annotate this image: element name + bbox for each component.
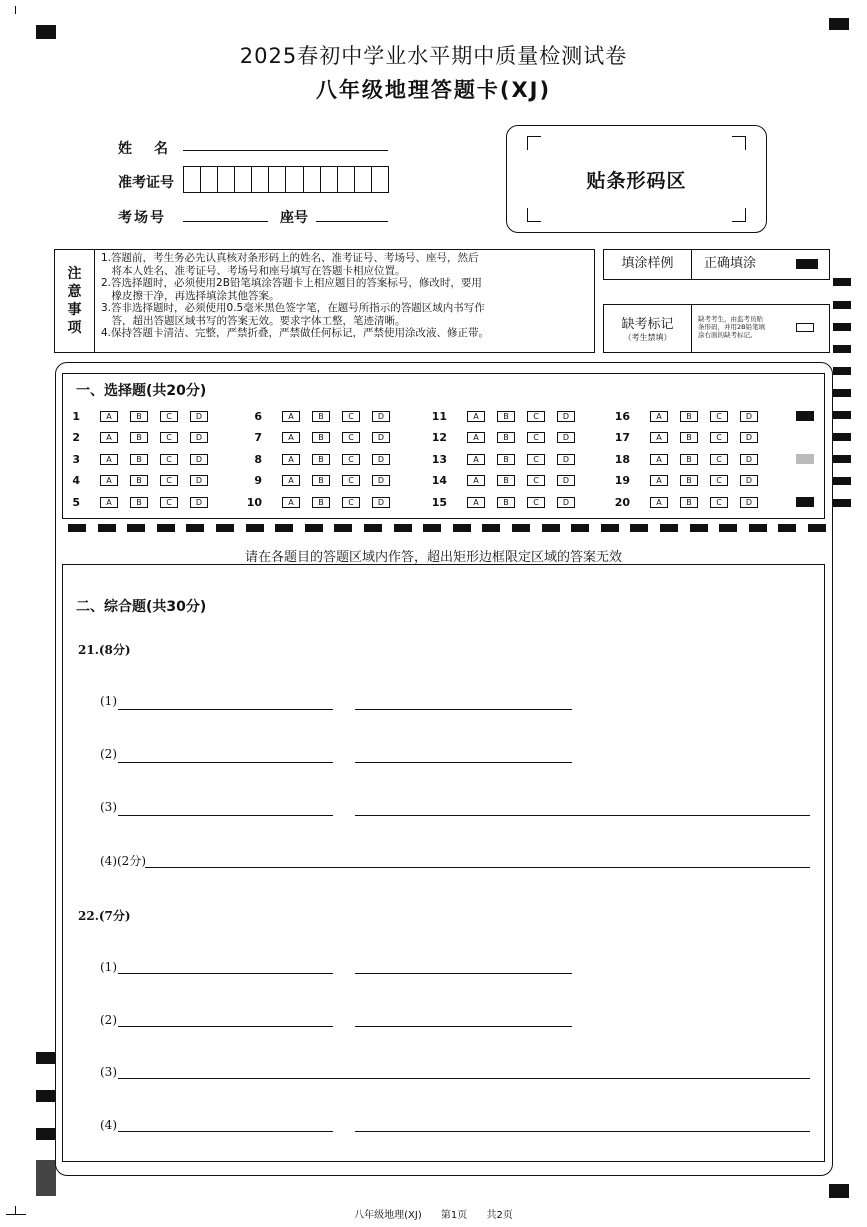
- q21-part1-label: (1): [100, 694, 117, 708]
- timing-mark: [833, 278, 851, 286]
- section2-title: 二、综合题(共30分): [76, 599, 207, 615]
- q21-part3-answer-b[interactable]: [355, 815, 810, 816]
- timing-mark: [186, 524, 204, 532]
- timing-mark: [833, 323, 851, 331]
- answer-bubble[interactable]: D: [557, 497, 575, 508]
- answer-bubble[interactable]: B: [680, 475, 698, 486]
- timing-mark: [833, 301, 851, 309]
- timing-mark: [216, 524, 234, 532]
- question-number: 15: [431, 496, 447, 509]
- question-number: 1: [72, 410, 80, 423]
- answer-bubble[interactable]: C: [527, 497, 545, 508]
- question-number: 12: [431, 431, 447, 444]
- timing-mark: [778, 524, 796, 532]
- timing-mark: [542, 524, 560, 532]
- id-digit-box[interactable]: [218, 167, 235, 192]
- timing-mark: [36, 1090, 56, 1102]
- absent-note: 缺考考生，由监考员贴 条形码，并用2B铅笔填 涂右面的缺考标记。: [698, 315, 766, 339]
- q21-part4-label: (4)(2分): [100, 854, 146, 868]
- comprehensive-answer-box: [62, 564, 825, 1162]
- answer-bubble[interactable]: A: [100, 411, 118, 422]
- timing-mark: [482, 524, 500, 532]
- exam-title: 2025春初中学业水平期中质量检测试卷: [239, 44, 628, 68]
- fill-example-box: [603, 249, 830, 280]
- answer-bubble[interactable]: D: [740, 411, 758, 422]
- answer-bubble[interactable]: D: [372, 432, 390, 443]
- notice-text: [101, 252, 590, 340]
- question-number: 6: [254, 410, 262, 423]
- answer-bubble[interactable]: D: [372, 454, 390, 465]
- filled-sample-bubble: [796, 259, 818, 269]
- question-number: 2: [72, 431, 80, 444]
- answer-bubble[interactable]: B: [497, 411, 515, 422]
- answer-bubble[interactable]: D: [190, 475, 208, 486]
- answer-bubble[interactable]: D: [190, 497, 208, 508]
- absent-checkbox[interactable]: [796, 323, 814, 332]
- q22-part4-label: (4): [100, 1118, 117, 1132]
- answer-bubble[interactable]: B: [130, 475, 148, 486]
- answer-bubble[interactable]: A: [282, 475, 300, 486]
- answer-bubble[interactable]: D: [372, 411, 390, 422]
- answer-bubble[interactable]: A: [650, 454, 668, 465]
- answer-bubble[interactable]: B: [497, 454, 515, 465]
- q21-part4-answer[interactable]: [145, 867, 810, 868]
- answer-bubble[interactable]: B: [130, 497, 148, 508]
- answer-bubble[interactable]: C: [160, 475, 178, 486]
- answer-bubble[interactable]: D: [740, 454, 758, 465]
- row-marker: [796, 497, 814, 507]
- answer-bubble[interactable]: B: [680, 432, 698, 443]
- answer-bubble[interactable]: D: [557, 432, 575, 443]
- answer-bubble[interactable]: C: [342, 454, 360, 465]
- q22-part1-answer-b[interactable]: [355, 973, 572, 974]
- answer-bubble[interactable]: C: [527, 475, 545, 486]
- answer-bubble[interactable]: D: [190, 432, 208, 443]
- exam-room-label: 考场号: [118, 210, 166, 226]
- answer-bubble[interactable]: D: [190, 454, 208, 465]
- answer-bubble[interactable]: D: [372, 497, 390, 508]
- notice-line: 3.答非选择题时，必须使用0.5毫米黑色签字笔，在题号所指示的答题区域内书写作: [101, 302, 485, 314]
- answer-bubble[interactable]: D: [557, 475, 575, 486]
- footer-subject: 八年级地理(XJ): [354, 1210, 422, 1221]
- seat-label: 座号: [280, 210, 308, 226]
- answer-bubble[interactable]: B: [312, 411, 330, 422]
- timing-mark: [127, 524, 145, 532]
- row-marker: [796, 454, 814, 464]
- question-number: 5: [72, 496, 80, 509]
- id-digit-box[interactable]: [235, 167, 252, 192]
- answer-bubble[interactable]: C: [710, 454, 728, 465]
- answer-bubble[interactable]: C: [342, 475, 360, 486]
- corner-bracket: [732, 136, 746, 150]
- timing-mark: [833, 411, 851, 419]
- answer-bubble[interactable]: B: [130, 432, 148, 443]
- notice-line: 将本人姓名、准考证号、考场号和座号填写在答题卡相应位置。: [101, 264, 406, 277]
- seat-field[interactable]: [316, 221, 388, 222]
- question-number: 10: [246, 496, 262, 509]
- answer-bubble[interactable]: C: [527, 454, 545, 465]
- timing-mark: [246, 524, 264, 532]
- correct-fill-label: 正确填涂: [704, 256, 757, 271]
- answer-bubble[interactable]: D: [740, 432, 758, 443]
- timing-mark: [833, 455, 851, 463]
- notice-line: 1.答题前，考生务必先认真核对条形码上的姓名、准考证号、考场号、座号，然后: [101, 252, 479, 264]
- notice-heading: 注 意 事 项: [55, 250, 95, 352]
- q21-part2-answer-a[interactable]: [118, 762, 333, 763]
- answer-bubble[interactable]: D: [557, 454, 575, 465]
- absent-mark-box: [603, 304, 830, 353]
- timing-mark: [833, 367, 851, 375]
- q22-part2-answer-b[interactable]: [355, 1026, 572, 1027]
- timing-mark: [364, 524, 382, 532]
- question-number: 16: [614, 410, 630, 423]
- answer-bubble[interactable]: C: [342, 497, 360, 508]
- q21-label: 21.(8分): [78, 643, 131, 657]
- name-field[interactable]: [183, 150, 388, 151]
- timing-mark: [36, 1052, 56, 1064]
- question-number: 14: [431, 474, 447, 487]
- answer-bubble[interactable]: D: [190, 411, 208, 422]
- question-number: 20: [614, 496, 630, 509]
- answer-bubble[interactable]: A: [282, 411, 300, 422]
- corner-bracket: [527, 136, 541, 150]
- timing-mark: [719, 524, 737, 532]
- answer-bubble[interactable]: C: [710, 411, 728, 422]
- notice-line: 2.答选择题时，必须使用2B铅笔填涂答题卡上相应题目的答案标号，修改时，要用: [101, 277, 482, 289]
- question-number: 8: [254, 453, 262, 466]
- answer-bubble[interactable]: D: [740, 475, 758, 486]
- answer-bubble[interactable]: B: [312, 475, 330, 486]
- answer-bubble[interactable]: B: [312, 454, 330, 465]
- footer-total: 共2页: [486, 1210, 513, 1221]
- id-digit-box[interactable]: [184, 167, 201, 192]
- id-digit-box[interactable]: [252, 167, 269, 192]
- timing-mark: [68, 524, 86, 532]
- q22-part2-answer-a[interactable]: [118, 1026, 333, 1027]
- answer-bubble[interactable]: A: [282, 497, 300, 508]
- row-marker: [796, 411, 814, 421]
- timing-mark: [601, 524, 619, 532]
- q22-label: 22.(7分): [78, 909, 131, 923]
- answer-bubble[interactable]: A: [467, 411, 485, 422]
- id-digit-box[interactable]: [321, 167, 338, 192]
- answer-bubble[interactable]: C: [527, 432, 545, 443]
- question-number: 18: [614, 453, 630, 466]
- timing-mark: [36, 1128, 56, 1140]
- timing-mark: [512, 524, 530, 532]
- timing-mark: [690, 524, 708, 532]
- answer-bubble[interactable]: C: [527, 411, 545, 422]
- exam-id-label: 准考证号: [118, 175, 174, 191]
- answer-bubble[interactable]: B: [130, 454, 148, 465]
- timing-mark: [275, 524, 293, 532]
- answer-sheet-title: 八年级地理答题卡(XJ): [315, 78, 552, 102]
- q21-part2-label: (2): [100, 747, 117, 761]
- answer-bubble[interactable]: D: [372, 475, 390, 486]
- answer-bubble[interactable]: A: [650, 432, 668, 443]
- answer-instruction: 请在各题目的答题区域内作答，超出矩形边框限定区域的答案无效: [244, 550, 622, 565]
- answer-bubble[interactable]: B: [497, 432, 515, 443]
- id-digit-box[interactable]: [201, 167, 218, 192]
- q22-part3-answer[interactable]: [118, 1078, 810, 1079]
- id-digit-box[interactable]: [304, 167, 321, 192]
- notice-line: 答，超出答题区域书写的答案无效。要求字体工整，笔迹清晰。: [101, 314, 406, 327]
- absent-sublabel: （考生禁填）: [623, 333, 672, 342]
- timing-mark: [660, 524, 678, 532]
- barcode-area: [506, 125, 767, 233]
- question-number: 9: [254, 474, 262, 487]
- registration-mark-top-right: [829, 18, 849, 30]
- answer-bubble[interactable]: A: [467, 475, 485, 486]
- answer-bubble[interactable]: A: [467, 497, 485, 508]
- answer-bubble[interactable]: C: [160, 432, 178, 443]
- question-number: 19: [614, 474, 630, 487]
- q21-part3-label: (3): [100, 800, 117, 814]
- id-digit-box[interactable]: [355, 167, 372, 192]
- q22-part3-label: (3): [100, 1065, 117, 1079]
- timing-mark: [833, 389, 851, 397]
- answer-bubble[interactable]: A: [467, 454, 485, 465]
- id-digit-box[interactable]: [269, 167, 286, 192]
- answer-bubble[interactable]: B: [312, 432, 330, 443]
- timing-mark: [453, 524, 471, 532]
- question-number: 11: [431, 410, 447, 423]
- timing-mark: [749, 524, 767, 532]
- answer-bubble[interactable]: B: [497, 497, 515, 508]
- answer-bubble[interactable]: B: [680, 497, 698, 508]
- section1-title: 一、选择题(共20分): [76, 383, 207, 399]
- timing-mark: [630, 524, 648, 532]
- q21-part2-answer-b[interactable]: [355, 762, 572, 763]
- timing-mark: [833, 477, 851, 485]
- name-label: 姓 名: [118, 141, 172, 157]
- footer-page: 第1页: [440, 1210, 468, 1221]
- question-number: 7: [254, 431, 262, 444]
- question-number: 4: [72, 474, 80, 487]
- timing-mark: [833, 499, 851, 507]
- q21-part3-answer-a[interactable]: [118, 815, 333, 816]
- answer-bubble[interactable]: A: [282, 432, 300, 443]
- q22-part4-answer-b[interactable]: [355, 1131, 810, 1132]
- q22-part1-answer-a[interactable]: [118, 973, 333, 974]
- answer-bubble[interactable]: B: [312, 497, 330, 508]
- exam-id-boxes[interactable]: [183, 166, 389, 193]
- exam-room-field[interactable]: [183, 221, 268, 222]
- answer-bubble[interactable]: A: [100, 475, 118, 486]
- q21-part1-answer-a[interactable]: [118, 709, 333, 710]
- answer-bubble[interactable]: B: [680, 454, 698, 465]
- absent-label: 缺考标记: [621, 317, 674, 332]
- timing-mark: [98, 524, 116, 532]
- answer-bubble[interactable]: C: [342, 411, 360, 422]
- q22-part4-answer-a[interactable]: [118, 1131, 333, 1132]
- answer-bubble[interactable]: B: [680, 411, 698, 422]
- question-number: 3: [72, 453, 80, 466]
- question-number: 17: [614, 431, 630, 444]
- registration-mark-top-left: [36, 25, 56, 39]
- id-digit-box[interactable]: [338, 167, 355, 192]
- timing-mark: [808, 524, 826, 532]
- answer-bubble[interactable]: A: [100, 432, 118, 443]
- answer-bubble[interactable]: C: [342, 432, 360, 443]
- timing-mark: [571, 524, 589, 532]
- timing-mark: [157, 524, 175, 532]
- answer-bubble[interactable]: B: [130, 411, 148, 422]
- answer-bubble[interactable]: A: [650, 411, 668, 422]
- page-footer: [0, 1206, 867, 1221]
- answer-bubble[interactable]: C: [710, 475, 728, 486]
- answer-bubble[interactable]: C: [710, 432, 728, 443]
- barcode-area-label: 贴条形码区: [586, 170, 687, 192]
- notice-line: 4.保持答题卡清洁、完整，严禁折叠，严禁做任何标记，严禁使用涂改液、修正带。: [101, 327, 490, 339]
- absent-label-cell: [604, 305, 692, 352]
- timing-mark: [833, 345, 851, 353]
- timing-mark: [423, 524, 441, 532]
- answer-bubble[interactable]: A: [100, 454, 118, 465]
- timing-mark: [394, 524, 412, 532]
- notice-line: 橡皮擦干净，再选择填涂其他答案。: [101, 289, 280, 302]
- tick-mark: [15, 6, 16, 14]
- answer-bubble[interactable]: D: [557, 411, 575, 422]
- fill-example-label: 填涂样例: [604, 250, 692, 279]
- registration-mark-bottom-right: [829, 1184, 849, 1198]
- answer-bubble[interactable]: C: [160, 454, 178, 465]
- corner-bracket: [527, 208, 541, 222]
- answer-bubble[interactable]: A: [650, 475, 668, 486]
- timing-mark: [36, 1160, 56, 1196]
- answer-bubble[interactable]: C: [160, 411, 178, 422]
- q21-part1-answer-b[interactable]: [355, 709, 572, 710]
- timing-mark: [305, 524, 323, 532]
- question-number: 13: [431, 453, 447, 466]
- answer-bubble[interactable]: D: [740, 497, 758, 508]
- q22-part2-label: (2): [100, 1013, 117, 1027]
- answer-bubble[interactable]: C: [710, 497, 728, 508]
- q22-part1-label: (1): [100, 960, 117, 974]
- answer-bubble[interactable]: A: [100, 497, 118, 508]
- answer-bubble[interactable]: A: [467, 432, 485, 443]
- timing-mark: [334, 524, 352, 532]
- answer-bubble[interactable]: C: [160, 497, 178, 508]
- id-digit-box[interactable]: [286, 167, 303, 192]
- timing-mark: [833, 433, 851, 441]
- id-digit-box[interactable]: [372, 167, 388, 192]
- answer-bubble[interactable]: A: [650, 497, 668, 508]
- corner-bracket: [732, 208, 746, 222]
- notice-box: [54, 249, 595, 353]
- answer-bubble[interactable]: B: [497, 475, 515, 486]
- answer-bubble[interactable]: A: [282, 454, 300, 465]
